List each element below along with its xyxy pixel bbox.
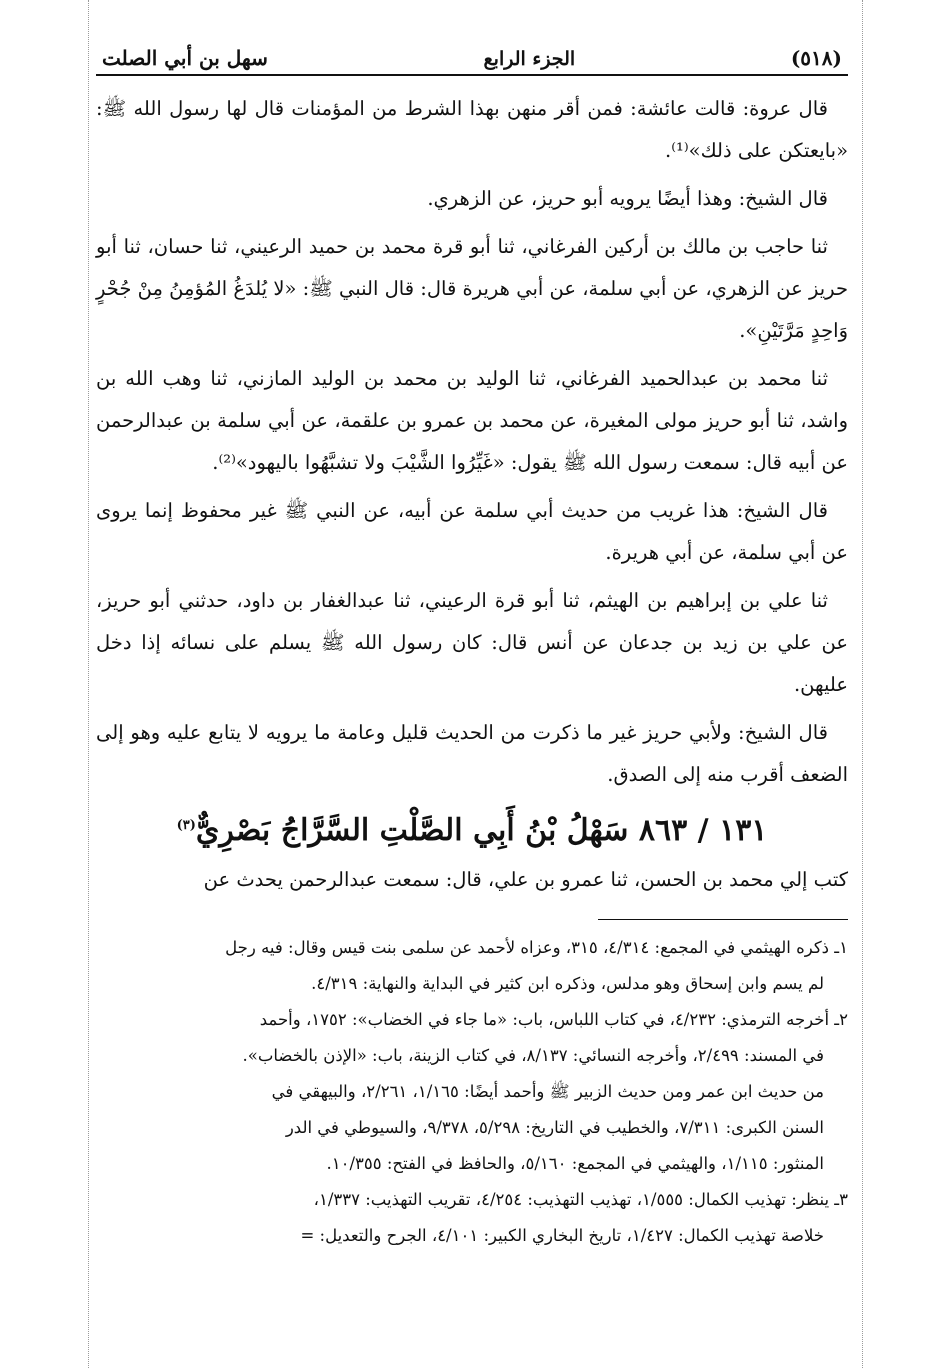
paragraph-5: قال الشيخ: هذا غريب من حديث أبي سلمة عن أبيه، عن النبي ﷺ غير محفوظ إنما يروى عن أبي سلمة، عن أبي هريرة. (96, 499, 848, 564)
footnote-3-line-1: ٣ـ ينظر: تهذيب الكمال: ١/٥٥٥، تهذيب التهذيب: ٤/٢٥٤، تقريب التهذيب: ١/٣٣٧، (313, 1190, 848, 1209)
main-text (96, 88, 848, 901)
paragraph-4: ثنا محمد بن عبدالحميد الفرغاني، ثنا الوليد بن محمد بن الوليد المازني، ثنا وهب الله بن واشد، ثنا أبو حريز مولى المغيرة، عن محمد بن عمرو بن علقمة، عن أبي سلمة بن عبدالرحمن عن أبيه قال: سمعت رسول الله ﷺ يقول: «غَيِّرُوا الشَّيْبَ ولا تشبَّهُوا باليهود»⁽²⁾. (96, 367, 848, 474)
running-title: سهل بن أبي الصلت (102, 46, 268, 70)
footnote-3-line-2: خلاصة تهذيب الكمال: ١/٤٢٧، تاريخ البخاري الكبير: ٤/١٠١، الجرح والتعديل: = (300, 1226, 824, 1245)
right-margin-guide (862, 0, 863, 1368)
footnote-divider (598, 919, 848, 920)
paragraph-7: قال الشيخ: ولأبي حريز غير ما ذكرت من الحديث قليل وعامة ما يرويه لا يتابع عليه وهو إلى الضعف أقرب منه إلى الصدق. (96, 721, 848, 786)
book-page (96, 26, 848, 1254)
paragraph-2: قال الشيخ: وهذا أيضًا يرويه أبو حريز، عن الزهري. (427, 187, 828, 210)
left-margin-guide (88, 0, 89, 1368)
page-number: (٥١٨) (790, 46, 842, 70)
entry-heading-footnote-ref: (٣) (176, 818, 196, 833)
page-header (96, 26, 848, 76)
footnote-2-line-5: المنثور: ١/١١٥، والهيثمي في المجمع: ٥/١٦٠، والحافظ في الفتح: ١٠/٣٥٥. (326, 1154, 824, 1173)
paragraph-1: قال عروة: قالت عائشة: فمن أقر منهن بهذا الشرط من المؤمنات قال لها رسول الله ﷺ: «بايعتكن على ذلك»⁽¹⁾. (96, 97, 848, 162)
paragraph-6: ثنا علي بن إبراهيم بن الهيثم، ثنا أبو قرة الرعيني، ثنا عبدالغفار بن داود، حدثني أبو حريز، عن علي بن زيد بن جدعان عن أنس قال: كان رسول الله ﷺ يسلم على نسائه إذا دخل عليهن. (96, 589, 848, 696)
paragraph-3: ثنا حاجب بن مالك بن أركين الفرغاني، ثنا أبو قرة محمد بن حميد الرعيني، ثنا حسان، ثنا أبو حريز عن الزهري، عن أبي سلمة، عن أبي هريرة قال: قال النبي ﷺ: «لا يُلدَغُ المُؤمِنُ مِنْ جُحْرٍ وَاحِدٍ مَرَّتَيْنِ». (96, 235, 848, 342)
paragraph-8: كتب إلي محمد بن الحسن، ثنا عمرو بن علي، قال: سمعت عبدالرحمن يحدث عن (203, 868, 848, 891)
footnote-1-line-1: ١ـ ذكره الهيثمي في المجمع: ٤/٣١٤، ٣١٥، وعزاه لأحمد عن سلمى بنت قيس وقال: فيه رجل (225, 938, 848, 957)
footnote-2-line-4: السنن الكبرى: ٧/٣١١، والخطيب في التاريخ: ٥/٢٩٨، ٩/٣٧٨، والسيوطي في الدر (285, 1118, 824, 1137)
entry-heading-text: ١٣١ / ٨٦٣ سَهْلُ بْنُ أَبِي الصَّلْتِ السَّرَّاجُ بَصْرِيٌّ (195, 813, 768, 848)
footnote-1-line-2: لم يسم وابن إسحاق وهو مدلس، وذكره ابن كثير في البداية والنهاية: ٤/٣١٩. (311, 974, 824, 993)
entry-heading (96, 802, 848, 855)
part-title: الجزء الرابع (483, 48, 576, 70)
footnote-2-line-2: في المسند: ٢/٤٩٩، وأخرجه النسائي: ٨/١٣٧، في كتاب الزينة، باب: «الإذن بالخضاب». (242, 1046, 824, 1065)
footnotes (96, 930, 848, 1254)
footnote-2-line-3: من حديث ابن عمر ومن حديث الزبير ﷺ وأحمد أيضًا: ١/١٦٥، ٢/٢٦١، والبيهقي في (271, 1082, 824, 1101)
footnote-2-line-1: ٢ـ أخرجه الترمذي: ٤/٢٣٢، في كتاب اللباس، باب: «ما جاء في الخضاب»: ١٧٥٢، وأحمد (259, 1010, 848, 1029)
